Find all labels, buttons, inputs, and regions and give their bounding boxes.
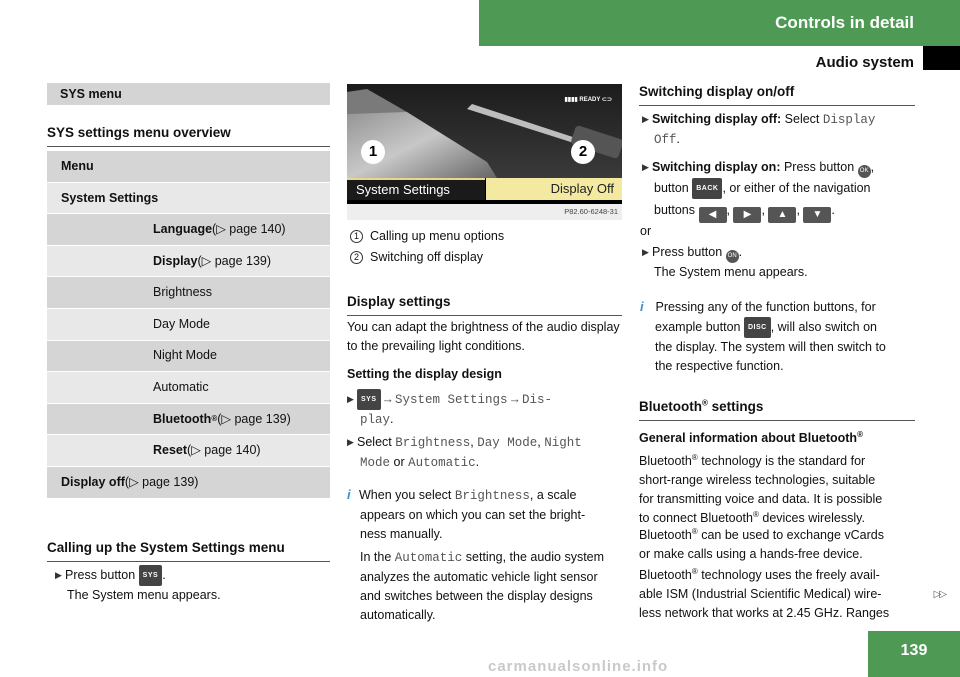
callout-2: 2 <box>571 140 595 164</box>
back-key-icon: BACK <box>692 178 722 199</box>
on-key-icon: ON <box>726 250 739 263</box>
switch-on-step: ▶ Switching display on: Press button OK , button BACK , or either of the navigation buttons ◀ , ▶ , ▲ , ▼ . <box>642 158 874 223</box>
next-page-arrow-icon[interactable]: ▷▷ <box>933 589 945 600</box>
menu-row: Day Mode <box>47 309 330 341</box>
disc-key-icon: DISC <box>744 317 771 338</box>
legend-item: 1 Calling up menu options <box>350 227 504 246</box>
info-icon: i <box>347 487 351 502</box>
calling-up-heading: Calling up the System Settings menu <box>47 538 330 562</box>
display-design-step-1: ▶ SYS → System Settings → Dis- play. <box>347 389 552 430</box>
menu-row: Language (▷ page 140) <box>47 214 330 246</box>
sys-key-icon: SYS <box>139 565 163 586</box>
display-settings-intro: You can adapt the brightness of the audio display to the prevailing light conditions. <box>347 320 620 353</box>
sys-key-icon: SYS <box>357 389 381 410</box>
screen-system-settings-softkey: System Settings <box>347 178 485 200</box>
sys-menu-label: SYS menu <box>47 83 330 105</box>
display-design-step-2: ▶ Select Brightness, Day Mode, Night Mode or Automatic. <box>347 435 582 470</box>
menu-row: Display off (▷ page 139) <box>47 467 330 499</box>
callout-1: 1 <box>361 140 385 164</box>
legend-item: 2 Switching off display <box>350 248 483 267</box>
bluetooth-paragraph-1: Bluetooth® technology is the standard for short-range wireless technologies, suitable for transmitting voice and data. It is possible to connect Bluetooth® devices wirelessly. <box>639 452 883 525</box>
nav-right-key-icon: ▶ <box>733 207 761 223</box>
header-bar <box>479 0 960 46</box>
bluetooth-heading: Bluetooth® settings <box>639 397 915 421</box>
display-design-note: i When you select Brightness, a scale appears on which you can set the bright- ness manually. In the Automatic setting, the audio system analyzes the automatic vehicle light sensor and switches between the display designs automatically. <box>347 487 605 622</box>
header-title: Controls in detail <box>775 13 914 32</box>
menu-row: Reset (▷ page 140) <box>47 435 330 467</box>
display-screenshot <box>347 84 622 220</box>
display-settings-heading: Display settings <box>347 292 622 316</box>
nav-up-key-icon: ▲ <box>768 207 796 223</box>
sys-menu-table <box>47 151 330 499</box>
header-tab-marker <box>923 46 960 70</box>
menu-row: Bluetooth ® (▷ page 139) <box>47 404 330 436</box>
menu-row: Menu <box>47 151 330 183</box>
watermark: carmanualsonline.info <box>488 658 669 675</box>
menu-row: Display (▷ page 139) <box>47 246 330 278</box>
info-icon: i <box>640 299 644 314</box>
header-subtitle: Audio system <box>815 54 914 71</box>
or-label: or <box>640 224 652 238</box>
menu-row: Brightness <box>47 277 330 309</box>
switching-info-note: i Pressing any of the function buttons, for example button DISC , will also switch on the display. The system will then switch to the respective function. <box>640 299 886 373</box>
menu-row: Night Mode <box>47 341 330 373</box>
nav-left-key-icon: ◀ <box>699 207 727 223</box>
display-design-subheading: Setting the display design <box>347 367 502 381</box>
switch-off-step: ▶ Switching display off: Select Display Off. <box>642 112 876 147</box>
screen-display-off-softkey: Display Off <box>486 178 622 200</box>
image-code: P82.60-6248-31 <box>347 204 622 220</box>
press-on-step: ▶ Press button ON . The System menu appears. <box>642 245 808 279</box>
menu-row: System Settings <box>47 183 330 215</box>
sys-menu-heading: SYS settings menu overview <box>47 123 330 147</box>
screen-status-bar: ▮▮▮▮ READY ⊂⊃ <box>564 97 612 103</box>
bluetooth-paragraph-2: Bluetooth® can be used to exchange vCards or make calls using a hands-free device. <box>639 526 884 561</box>
switching-heading: Switching display on/off <box>639 82 915 106</box>
bluetooth-subheading: General information about Bluetooth® <box>639 429 863 445</box>
ok-key-icon: OK <box>858 165 871 178</box>
menu-row: Automatic <box>47 372 330 404</box>
page-number: 139 <box>868 631 960 677</box>
calling-up-step: ▶ Press button SYS . The System menu appears. <box>55 565 221 605</box>
nav-down-key-icon: ▼ <box>803 207 831 223</box>
bluetooth-paragraph-3: Bluetooth® technology uses the freely avail- able ISM (Industrial Scientific Medical) wire- less network that works at 2.45 GHz. Ranges <box>639 566 890 620</box>
